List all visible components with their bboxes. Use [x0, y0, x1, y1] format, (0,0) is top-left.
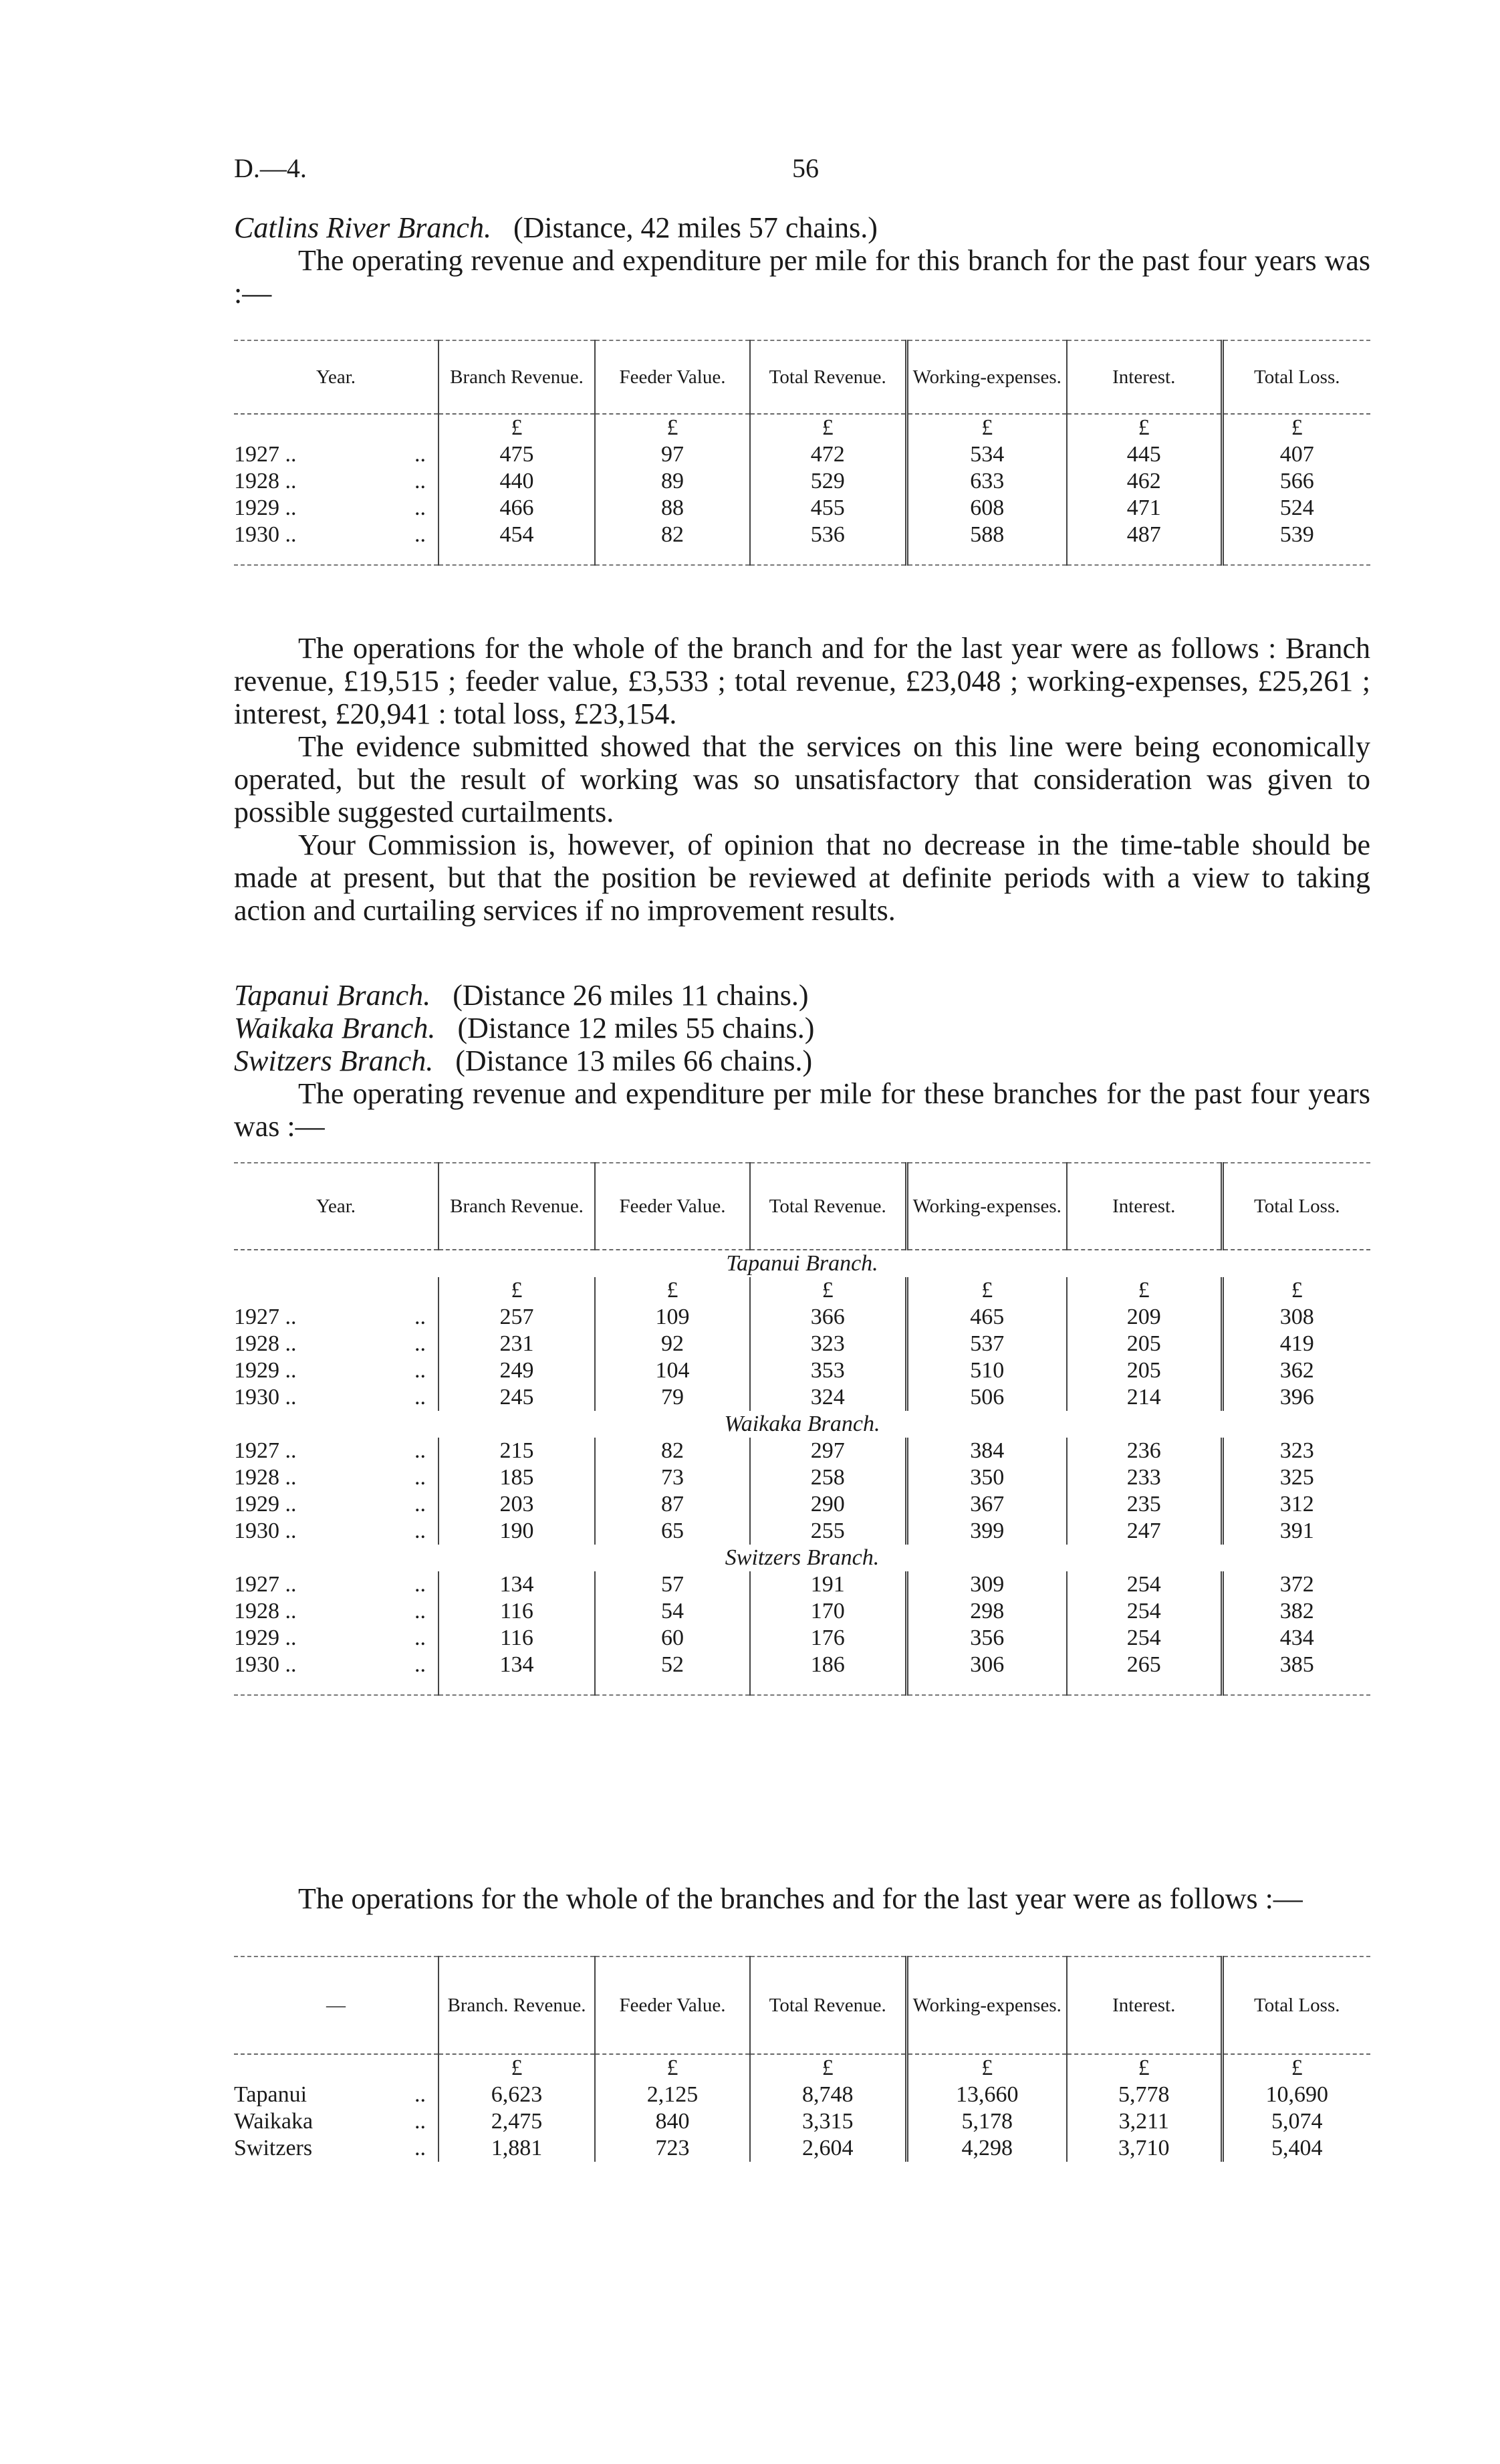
total-revenue-cell: 455 [750, 495, 906, 522]
unit-cell: £ [750, 2054, 906, 2082]
working-expenses-cell: 309 [906, 1571, 1067, 1598]
group-title-row [234, 1545, 1370, 1571]
branch-group-label: 1929 .. [234, 1358, 297, 1383]
catlins-label: 1930 .. [234, 522, 297, 547]
total-loss-cell: 407 [1222, 441, 1370, 468]
total-loss-header: Total Loss. [1222, 1956, 1370, 2054]
interest-cell: 487 [1067, 522, 1222, 548]
unit-cell: £ [906, 414, 1067, 441]
total-loss-cell: 325 [1222, 1464, 1370, 1491]
branch-group-row [234, 1357, 1370, 1384]
unit-spacer [234, 1277, 439, 1304]
branch-revenue-cell: 245 [439, 1384, 595, 1411]
feeder-value-cell: 73 [595, 1464, 750, 1491]
spacer-cell [234, 1678, 439, 1695]
spacer-cell [750, 1678, 906, 1695]
working-expenses-cell: 367 [906, 1491, 1067, 1518]
year-header: Year. [234, 1163, 439, 1250]
total-loss-cell: 308 [1222, 1304, 1370, 1331]
feeder-value-cell: 87 [595, 1491, 750, 1518]
catlins-leader: .. [414, 442, 426, 467]
branch-group-year-cell [234, 1464, 439, 1491]
branch-group-leader: .. [414, 1492, 426, 1517]
total-loss-cell: 312 [1222, 1491, 1370, 1518]
catlins-label: 1929 .. [234, 495, 297, 520]
total-loss-cell: 396 [1222, 1384, 1370, 1411]
spacer-cell [439, 548, 595, 565]
catlins-year-cell [234, 495, 439, 522]
catlins-header-row [234, 340, 1370, 414]
catlins-table [234, 340, 1370, 566]
branch-revenue-cell: 134 [439, 1571, 595, 1598]
branch-revenue-cell: 475 [439, 441, 595, 468]
catlins-label: 1928 .. [234, 469, 297, 493]
branch-revenue-cell: 6,623 [439, 2082, 595, 2108]
feeder-value-cell: 60 [595, 1625, 750, 1652]
branch-group-label: 1930 .. [234, 1652, 297, 1677]
catlins-row [234, 468, 1370, 495]
catlins-year-cell [234, 468, 439, 495]
total-loss-header: Total Loss. [1222, 1163, 1370, 1250]
unit-row [234, 1277, 1370, 1304]
totals-label: Waikaka [234, 2109, 314, 2134]
branch-group-row [234, 1625, 1370, 1652]
catlins-row [234, 441, 1370, 468]
catlins-label: 1927 .. [234, 442, 297, 467]
totals-leader: .. [414, 2082, 426, 2107]
branch-group-leader: .. [414, 1652, 426, 1677]
feeder-value-cell: 92 [595, 1331, 750, 1357]
total-revenue-header: Total Revenue. [750, 1163, 906, 1250]
totals-leader: .. [414, 2136, 426, 2160]
switzers-heading [234, 1044, 1370, 1077]
group-title: Waikaka Branch. [724, 1412, 880, 1436]
year-header: — [234, 1956, 439, 2054]
branch-group-year-cell [234, 1652, 439, 1678]
spacer-cell [234, 548, 439, 565]
totals-row [234, 2135, 1370, 2162]
total-loss-cell: 5,074 [1222, 2108, 1370, 2135]
branch-group-leader: .. [414, 1331, 426, 1356]
branch-revenue-cell: 190 [439, 1518, 595, 1545]
unit-cell: £ [1222, 2054, 1370, 2082]
interest-cell: 254 [1067, 1625, 1222, 1652]
spacer-cell [1067, 548, 1222, 565]
interest-cell: 445 [1067, 441, 1222, 468]
working-expenses-cell: 356 [906, 1625, 1067, 1652]
group-title-row [234, 1250, 1370, 1277]
branch-revenue-header: Branch Revenue. [439, 1163, 595, 1250]
unit-cell: £ [595, 2054, 750, 2082]
feeder-value-header: Feeder Value. [595, 1956, 750, 2054]
totals-table [234, 1956, 1370, 2162]
total-revenue-cell: 366 [750, 1304, 906, 1331]
branch-group-row [234, 1598, 1370, 1625]
unit-cell: £ [1222, 1277, 1370, 1304]
interest-cell: 462 [1067, 468, 1222, 495]
working-expenses-cell: 465 [906, 1304, 1067, 1331]
working-expenses-cell: 588 [906, 522, 1067, 548]
feeder-value-cell: 89 [595, 468, 750, 495]
switzers-branch-name: Switzers Branch. [234, 1044, 434, 1077]
catlins-leader: .. [414, 522, 426, 547]
branch-revenue-cell: 116 [439, 1598, 595, 1625]
total-loss-cell: 434 [1222, 1625, 1370, 1652]
interest-cell: 265 [1067, 1652, 1222, 1678]
totals-label: Tapanui [234, 2082, 307, 2107]
spacer-cell [595, 548, 750, 565]
working-expenses-header: Working-expenses. [906, 1956, 1067, 2054]
branch-group-year-cell [234, 1491, 439, 1518]
working-expenses-cell: 399 [906, 1518, 1067, 1545]
branch-revenue-cell: 185 [439, 1464, 595, 1491]
total-loss-cell: 419 [1222, 1331, 1370, 1357]
branch-revenue-cell: 215 [439, 1438, 595, 1464]
catlins-row [234, 522, 1370, 548]
totals-row [234, 2082, 1370, 2108]
totals-leader: .. [414, 2109, 426, 2134]
total-revenue-cell: 255 [750, 1518, 906, 1545]
feeder-value-cell: 82 [595, 522, 750, 548]
unit-cell: £ [595, 414, 750, 441]
branch-group-leader: .. [414, 1385, 426, 1410]
catlins-commission-paragraph: Your Commission is, however, of opinion that no decrease in the time-table should be made at present, but that the position be reviewed at definite periods with a view to taking action and curtailing services if no improvement results. [234, 828, 1370, 927]
catlins-heading [234, 211, 1370, 244]
branch-group-year-cell [234, 1571, 439, 1598]
catlins-year-cell [234, 441, 439, 468]
branch-group-label: 1928 .. [234, 1465, 297, 1490]
unit-cell: £ [439, 1277, 595, 1304]
interest-cell: 3,211 [1067, 2108, 1222, 2135]
working-expenses-cell: 5,178 [906, 2108, 1067, 2135]
working-expenses-cell: 633 [906, 468, 1067, 495]
branch-group-leader: .. [414, 1572, 426, 1597]
catlins-evidence-paragraph: The evidence submitted showed that the services on this line were being economically operated, but the result of working was so unsatisfactory that consideration was given to possible suggested curtailments. [234, 730, 1370, 828]
spacer-row [234, 548, 1370, 565]
spacer-cell [1222, 1678, 1370, 1695]
total-loss-cell: 323 [1222, 1438, 1370, 1464]
total-loss-cell: 5,404 [1222, 2135, 1370, 2162]
working-expenses-cell: 537 [906, 1331, 1067, 1357]
year-header: Year. [234, 340, 439, 414]
spacer-cell [906, 548, 1067, 565]
interest-cell: 205 [1067, 1331, 1222, 1357]
working-expenses-cell: 384 [906, 1438, 1067, 1464]
group-title-row [234, 1411, 1370, 1438]
working-expenses-cell: 608 [906, 495, 1067, 522]
branch-revenue-header: Branch. Revenue. [439, 1956, 595, 2054]
branch-group-row [234, 1438, 1370, 1464]
total-loss-cell: 566 [1222, 468, 1370, 495]
total-loss-cell: 10,690 [1222, 2082, 1370, 2108]
total-loss-cell: 524 [1222, 495, 1370, 522]
branch-revenue-cell: 1,881 [439, 2135, 595, 2162]
total-revenue-cell: 191 [750, 1571, 906, 1598]
interest-cell: 235 [1067, 1491, 1222, 1518]
spacer-cell [595, 1678, 750, 1695]
interest-cell: 471 [1067, 495, 1222, 522]
branch-group-year-cell [234, 1625, 439, 1652]
total-revenue-header: Total Revenue. [750, 1956, 906, 2054]
working-expenses-cell: 534 [906, 441, 1067, 468]
unit-cell: £ [1067, 1277, 1222, 1304]
catlins-year-cell [234, 522, 439, 548]
catlins-operations-paragraph: The operations for the whole of the branch and for the last year were as follows : Branch revenue, £19,515 ; feeder value, £3,533 ; total revenue, £23,048 ; working-expenses, £25,261 ; interest, £20,941 : total loss, £23,154. [234, 632, 1370, 730]
branch-revenue-cell: 440 [439, 468, 595, 495]
unit-cell: £ [750, 1277, 906, 1304]
interest-cell: 205 [1067, 1357, 1222, 1384]
total-loss-cell: 362 [1222, 1357, 1370, 1384]
branch-group-year-cell [234, 1304, 439, 1331]
branches-header-row [234, 1163, 1370, 1250]
interest-header: Interest. [1067, 1956, 1222, 2054]
interest-cell: 254 [1067, 1598, 1222, 1625]
interest-header: Interest. [1067, 1163, 1222, 1250]
catlins-leader: .. [414, 469, 426, 493]
branch-revenue-cell: 203 [439, 1491, 595, 1518]
total-revenue-cell: 323 [750, 1331, 906, 1357]
branch-group-label: 1928 .. [234, 1331, 297, 1356]
branch-group-leader: .. [414, 1358, 426, 1383]
total-loss-cell: 372 [1222, 1571, 1370, 1598]
total-loss-cell: 391 [1222, 1518, 1370, 1545]
switzers-distance: (Distance 13 miles 66 chains.) [455, 1044, 813, 1077]
spacer-cell [750, 548, 906, 565]
tapanui-distance: (Distance 26 miles 11 chains.) [453, 979, 809, 1012]
feeder-value-cell: 104 [595, 1357, 750, 1384]
total-revenue-cell: 472 [750, 441, 906, 468]
branch-group-year-cell [234, 1357, 439, 1384]
branch-revenue-cell: 134 [439, 1652, 595, 1678]
interest-cell: 5,778 [1067, 2082, 1222, 2108]
feeder-value-cell: 840 [595, 2108, 750, 2135]
feeder-value-cell: 65 [595, 1518, 750, 1545]
branch-group-leader: .. [414, 1438, 426, 1463]
branches-whole-section [234, 1882, 1370, 1915]
totals-year-cell [234, 2108, 439, 2135]
total-loss-cell: 385 [1222, 1652, 1370, 1678]
totals-header-row [234, 1956, 1370, 2054]
total-revenue-cell: 186 [750, 1652, 906, 1678]
waikaka-distance: (Distance 12 miles 55 chains.) [457, 1012, 815, 1044]
tapanui-heading [234, 979, 1370, 1012]
branch-revenue-cell: 257 [439, 1304, 595, 1331]
branch-group-year-cell [234, 1598, 439, 1625]
feeder-value-cell: 79 [595, 1384, 750, 1411]
feeder-value-cell: 109 [595, 1304, 750, 1331]
interest-cell: 247 [1067, 1518, 1222, 1545]
branch-revenue-cell: 466 [439, 495, 595, 522]
waikaka-heading [234, 1012, 1370, 1044]
branch-group-label: 1927 .. [234, 1438, 297, 1463]
total-revenue-cell: 536 [750, 522, 906, 548]
catlins-leader: .. [414, 495, 426, 520]
branch-revenue-cell: 249 [439, 1357, 595, 1384]
unit-cell: £ [906, 2054, 1067, 2082]
branch-group-label: 1927 .. [234, 1305, 297, 1329]
totals-label: Switzers [234, 2136, 313, 2160]
feeder-value-cell: 52 [595, 1652, 750, 1678]
totals-year-cell [234, 2082, 439, 2108]
catlins-row [234, 495, 1370, 522]
branch-group-label: 1929 .. [234, 1626, 297, 1650]
unit-cell: £ [439, 2054, 595, 2082]
branch-group-row [234, 1652, 1370, 1678]
branch-group-leader: .. [414, 1599, 426, 1623]
working-expenses-cell: 306 [906, 1652, 1067, 1678]
branch-revenue-header: Branch Revenue. [439, 340, 595, 414]
group-title: Switzers Branch. [725, 1545, 880, 1570]
total-revenue-cell: 8,748 [750, 2082, 906, 2108]
tapanui-branch-name: Tapanui Branch. [234, 979, 431, 1012]
branch-group-row [234, 1464, 1370, 1491]
feeder-value-cell: 723 [595, 2135, 750, 2162]
branch-group-label: 1930 .. [234, 1519, 297, 1543]
working-expenses-header: Working-expenses. [906, 340, 1067, 414]
interest-cell: 3,710 [1067, 2135, 1222, 2162]
branches-table [234, 1162, 1370, 1696]
working-expenses-cell: 350 [906, 1464, 1067, 1491]
branch-group-label: 1929 .. [234, 1492, 297, 1517]
unit-row [234, 2054, 1370, 2082]
spacer-cell [906, 1678, 1067, 1695]
unit-cell: £ [1222, 414, 1370, 441]
branch-group-label: 1927 .. [234, 1572, 297, 1597]
total-revenue-header: Total Revenue. [750, 340, 906, 414]
spacer-row [234, 1678, 1370, 1695]
total-loss-cell: 539 [1222, 522, 1370, 548]
branch-group-year-cell [234, 1331, 439, 1357]
spacer-cell [1222, 548, 1370, 565]
unit-cell: £ [906, 1277, 1067, 1304]
interest-cell: 214 [1067, 1384, 1222, 1411]
interest-header: Interest. [1067, 340, 1222, 414]
catlins-distance: (Distance, 42 miles 57 chains.) [513, 211, 878, 244]
working-expenses-cell: 506 [906, 1384, 1067, 1411]
working-expenses-cell: 510 [906, 1357, 1067, 1384]
total-revenue-cell: 176 [750, 1625, 906, 1652]
total-loss-cell: 382 [1222, 1598, 1370, 1625]
catlins-branch-name: Catlins River Branch. [234, 211, 491, 244]
unit-cell: £ [1067, 2054, 1222, 2082]
branches-section-intro [234, 979, 1370, 1143]
unit-row [234, 414, 1370, 441]
branch-group-year-cell [234, 1438, 439, 1464]
working-expenses-cell: 4,298 [906, 2135, 1067, 2162]
total-revenue-cell: 290 [750, 1491, 906, 1518]
total-revenue-cell: 353 [750, 1357, 906, 1384]
feeder-value-header: Feeder Value. [595, 1163, 750, 1250]
branch-group-label: 1930 .. [234, 1385, 297, 1410]
catlins-section-intro [234, 211, 1370, 310]
group-title: Tapanui Branch. [726, 1251, 878, 1276]
interest-cell: 209 [1067, 1304, 1222, 1331]
branch-group-row [234, 1304, 1370, 1331]
total-revenue-cell: 324 [750, 1384, 906, 1411]
branch-group-row [234, 1491, 1370, 1518]
interest-cell: 233 [1067, 1464, 1222, 1491]
totals-year-cell [234, 2135, 439, 2162]
branch-revenue-cell: 454 [439, 522, 595, 548]
catlins-intro-paragraph: The operating revenue and expenditure per mile for this branch for the past four years was :— [234, 244, 1370, 310]
feeder-value-cell: 82 [595, 1438, 750, 1464]
page-number: 56 [792, 153, 819, 183]
interest-cell: 236 [1067, 1438, 1222, 1464]
branch-group-leader: .. [414, 1626, 426, 1650]
working-expenses-cell: 298 [906, 1598, 1067, 1625]
branches-whole-paragraph: The operations for the whole of the branches and for the last year were as follows :— [298, 1882, 1303, 1915]
feeder-value-cell: 88 [595, 495, 750, 522]
total-revenue-cell: 2,604 [750, 2135, 906, 2162]
feeder-value-cell: 2,125 [595, 2082, 750, 2108]
unit-cell: £ [439, 414, 595, 441]
branches-intro-paragraph: The operating revenue and expenditure per mile for these branches for the past four years was :— [234, 1077, 1370, 1143]
branch-group-row [234, 1331, 1370, 1357]
feeder-value-cell: 54 [595, 1598, 750, 1625]
spacer-cell [1067, 1678, 1222, 1695]
branch-group-leader: .. [414, 1305, 426, 1329]
feeder-value-cell: 97 [595, 441, 750, 468]
branch-group-row [234, 1518, 1370, 1545]
totals-body [234, 2054, 1370, 2162]
total-revenue-cell: 529 [750, 468, 906, 495]
total-revenue-cell: 258 [750, 1464, 906, 1491]
branch-group-row [234, 1571, 1370, 1598]
branch-group-label: 1928 .. [234, 1599, 297, 1623]
branch-group-leader: .. [414, 1465, 426, 1490]
total-revenue-cell: 170 [750, 1598, 906, 1625]
spacer-cell [439, 1678, 595, 1695]
total-revenue-cell: 297 [750, 1438, 906, 1464]
branch-group-year-cell [234, 1384, 439, 1411]
unit-cell: £ [1067, 414, 1222, 441]
totals-row [234, 2108, 1370, 2135]
feeder-value-header: Feeder Value. [595, 340, 750, 414]
unit-cell: £ [750, 414, 906, 441]
unit-spacer [234, 2054, 439, 2082]
working-expenses-header: Working-expenses. [906, 1163, 1067, 1250]
waikaka-branch-name: Waikaka Branch. [234, 1012, 436, 1044]
interest-cell: 254 [1067, 1571, 1222, 1598]
total-revenue-cell: 3,315 [750, 2108, 906, 2135]
branch-revenue-cell: 2,475 [439, 2108, 595, 2135]
branch-revenue-cell: 231 [439, 1331, 595, 1357]
branch-group-year-cell [234, 1518, 439, 1545]
catlins-body [234, 414, 1370, 565]
branch-revenue-cell: 116 [439, 1625, 595, 1652]
catlins-discussion [234, 632, 1370, 927]
unit-spacer [234, 414, 439, 441]
branches-body [234, 1250, 1370, 1695]
feeder-value-cell: 57 [595, 1571, 750, 1598]
working-expenses-cell: 13,660 [906, 2082, 1067, 2108]
branch-group-leader: .. [414, 1519, 426, 1543]
branch-group-row [234, 1384, 1370, 1411]
document-reference: D.—4. [234, 153, 307, 183]
total-loss-header: Total Loss. [1222, 340, 1370, 414]
unit-cell: £ [595, 1277, 750, 1304]
